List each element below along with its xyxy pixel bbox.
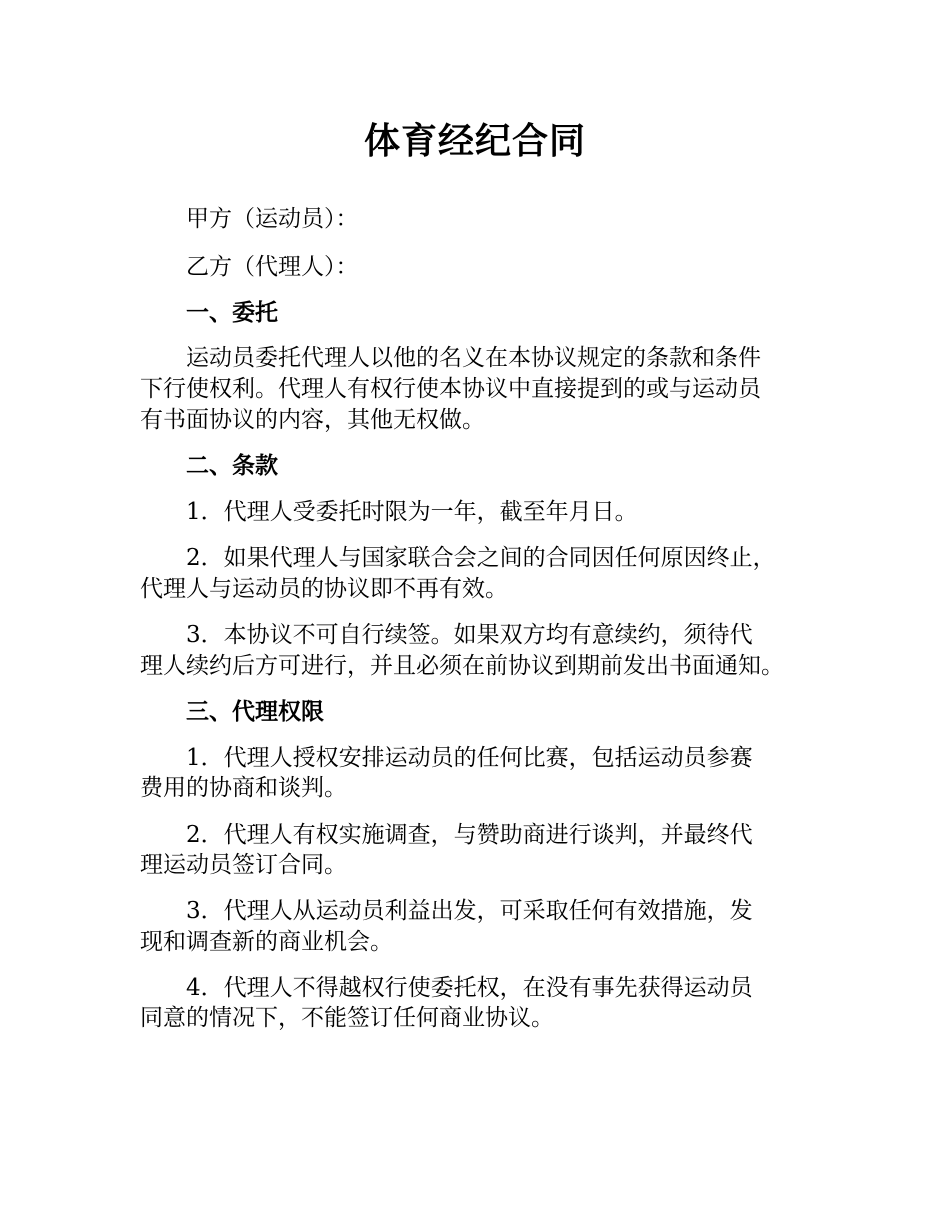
paragraph-line: 3．本协议不可自行续签。如果双方均有意续约，须待代 — [186, 622, 753, 648]
paragraph-line: 同意的情况下，不能签订任何商业协议。 — [140, 1005, 554, 1031]
paragraph-line: 现和调查新的商业机会。 — [140, 929, 393, 955]
paragraph-line: 有书面协议的内容，其他无权做。 — [140, 407, 485, 433]
paragraph-line: 理运动员签订合同。 — [140, 852, 347, 878]
section-heading-authority: 三、代理权限 — [186, 699, 324, 725]
section-heading-entrustment: 一、委托 — [186, 300, 278, 326]
paragraph-line: 3．代理人从运动员利益出发，可采取任何有效措施，发 — [186, 898, 753, 924]
paragraph-line: 代理人与运动员的协议即不再有效。 — [140, 576, 508, 602]
section-heading-terms: 二、条款 — [186, 453, 278, 479]
paragraph-line: 2．代理人有权实施调查，与赞助商进行谈判，并最终代 — [186, 822, 753, 848]
paragraph-line: 4．代理人不得越权行使委托权，在没有事先获得运动员 — [186, 975, 753, 1001]
paragraph-line: 运动员委托代理人以他的名义在本协议规定的条款和条件 — [186, 345, 761, 371]
document-title: 体育经纪合同 — [363, 121, 586, 162]
paragraph-line: 下行使权利。代理人有权行使本协议中直接提到的或与运动员 — [140, 376, 761, 402]
paragraph-line: 1．代理人受委托时限为一年，截至年月日。 — [186, 499, 638, 525]
paragraph-line: 理人续约后方可进行，并且必须在前协议到期前发出书面通知。 — [140, 653, 784, 679]
party-a-line: 甲方（运动员）： — [186, 206, 359, 232]
paragraph-line: 费用的协商和谈判。 — [140, 775, 347, 801]
paragraph-line: 2．如果代理人与国家联合会之间的合同因任何原因终止， — [186, 545, 776, 571]
paragraph-line: 1．代理人授权安排运动员的任何比赛，包括运动员参赛 — [186, 745, 753, 771]
party-b-line: 乙方（代理人）： — [186, 254, 359, 280]
